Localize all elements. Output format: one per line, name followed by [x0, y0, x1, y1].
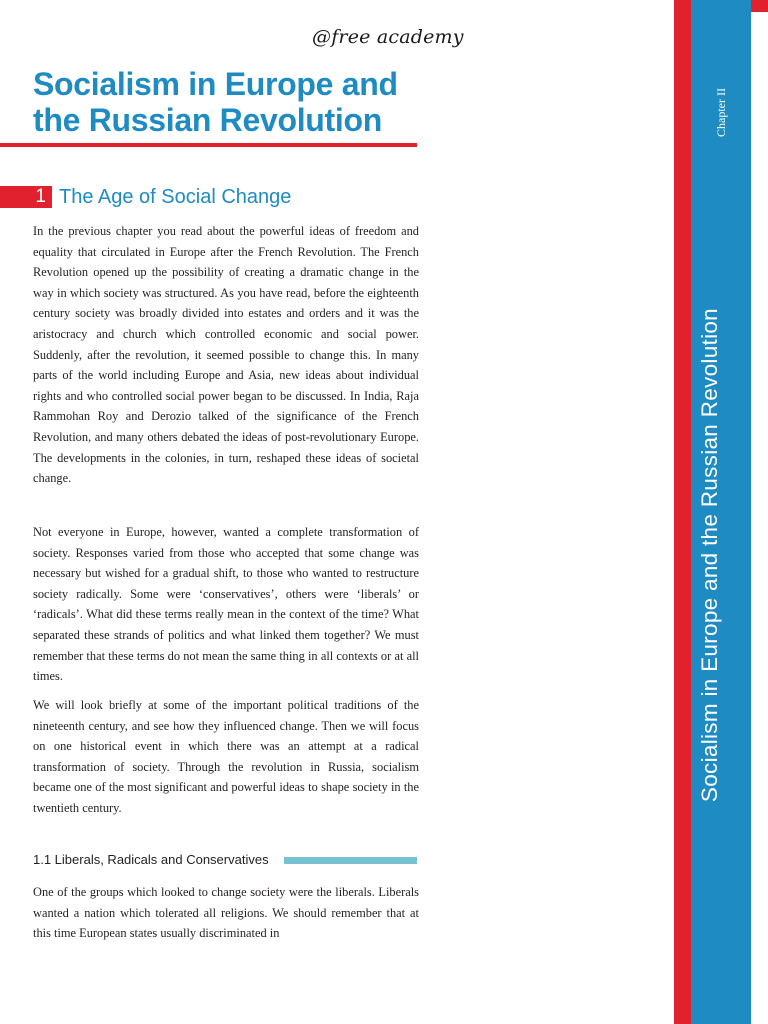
paragraph: We will look briefly at some of the important political traditions of the nineteenth century, and see how they influenced change. Then we will focus on one historical event in which there was an attempt at a radical transformation of society. Through the revolution in Russia, socialism became one of the most significant and powerful ideas to shape society in the twentieth century.	[33, 698, 419, 815]
chapter-title: Socialism in Europe and the Russian Revolution	[33, 66, 398, 138]
side-band-white	[751, 0, 768, 1024]
subsection-title: 1.1 Liberals, Radicals and Conservatives	[33, 852, 269, 867]
chapter-label: Chapter II	[714, 88, 728, 137]
paragraph: In the previous chapter you read about the powerful ideas of freedom and equality that circulated in Europe after the French Revolution. The French Revolution opened up the possibility of creating a dramatic change in the way in which society was structured. As you have read, before the eighteenth century society was broadly divided into estates and orders and it was the aristocracy and church which controlled economic and social power. Suddenly, after the revolution, it seemed possible to change this. In many parts of the world including Europe and Asia, new ideas about individual rights and who controlled social power began to be discussed. In India, Raja Rammohan Roy and Derozio talked of the significance of the French Revolution, and many others debated the ideas of post-revolutionary Europe. The developments in the colonies, in turn, reshaped these ideas of societal change.	[33, 224, 419, 486]
section-title: The Age of Social Change	[59, 186, 292, 208]
section-heading	[0, 185, 420, 209]
section-number: 1	[0, 186, 52, 208]
subsection-rule	[284, 857, 417, 864]
side-running-title: Socialism in Europe and the Russian Revolution	[697, 308, 722, 803]
paragraph: One of the groups which looked to change society were the liberals. Liberals wanted a nation which tolerated all religions. We should remember that at this time European states usually discriminated in	[33, 885, 419, 941]
paragraph: Not everyone in Europe, however, wanted a complete transformation of society. Responses varied from those who accepted that some change was necessary but wished for a gradual shift, to those who wanted to restructure society radically. Some were ‘conservatives’, others were ‘liberals’ or ‘radicals’. What did these terms really mean in the context of the time? What separated these strands of politics and what linked them together? We must remember that these terms do not mean the same thing in all contexts or at all times.	[33, 525, 419, 684]
side-band-red	[674, 0, 691, 1024]
watermark-text: @free academy	[312, 26, 464, 48]
title-underline	[0, 143, 417, 147]
corner-mark	[751, 0, 768, 12]
subsection-heading	[33, 850, 419, 870]
